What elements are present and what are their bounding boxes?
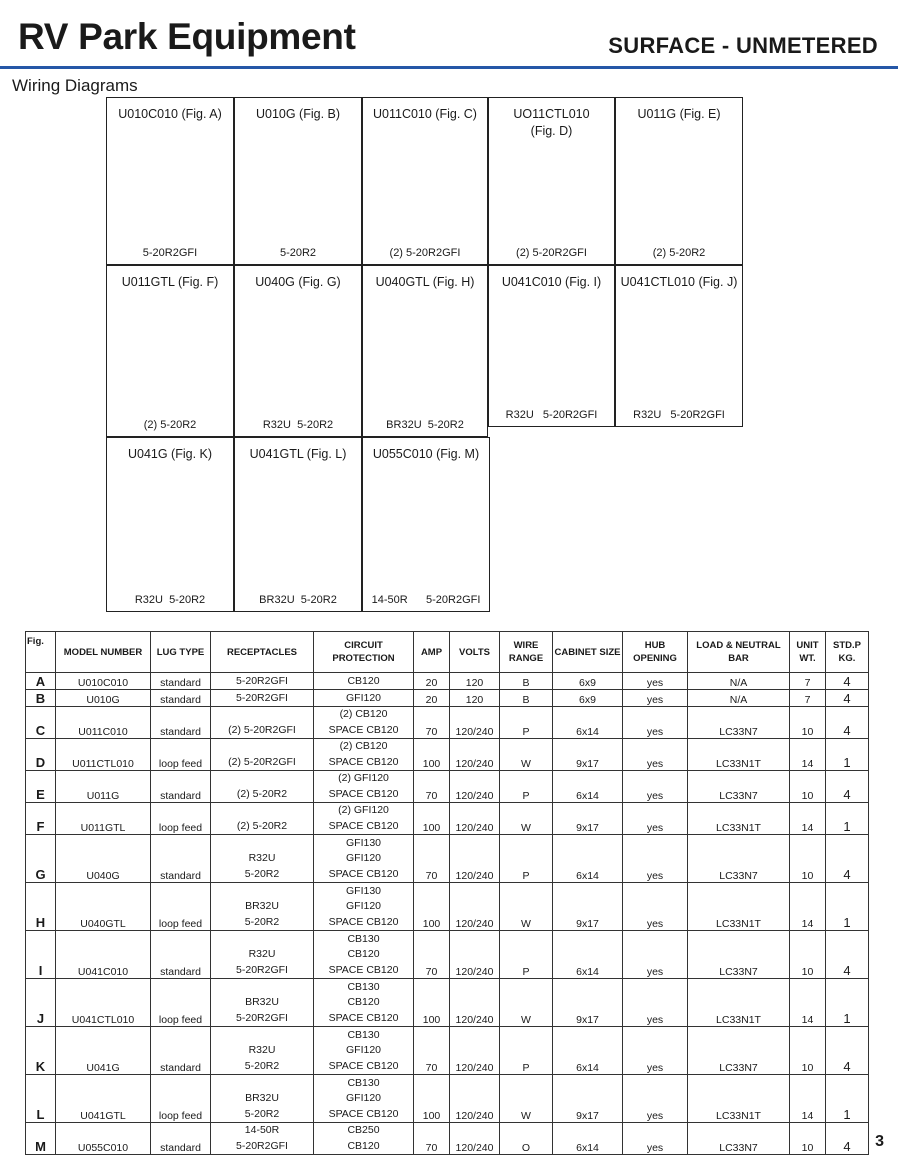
table-row xyxy=(26,690,869,707)
table-cell: 7 xyxy=(790,673,826,690)
table-cell: W xyxy=(500,979,553,1027)
table-cell: U041GTL xyxy=(56,1075,151,1123)
table-cell: F xyxy=(26,803,56,835)
table-cell: GFI120 xyxy=(314,690,414,707)
table-cell: LC33N1T xyxy=(688,979,790,1027)
table-cell: CB120 xyxy=(314,673,414,690)
table-cell: M xyxy=(26,1123,56,1155)
table-cell: 120 xyxy=(450,690,500,707)
table-cell: CB130 CB120 SPACE CB120 xyxy=(314,979,414,1027)
table-cell: 9x17 xyxy=(553,1075,623,1123)
table-cell: BR32U 5-20R2 xyxy=(211,883,314,931)
table-cell: 14 xyxy=(790,1075,826,1123)
diagram-caption: (2) 5-20R2 xyxy=(143,419,197,431)
table-cell: 120/240 xyxy=(450,803,500,835)
table-cell: (2) GFI120 SPACE CB120 xyxy=(314,771,414,803)
table-cell: N/A xyxy=(688,690,790,707)
table-cell: GFI130 GFI120 SPACE CB120 xyxy=(314,883,414,931)
table-cell: loop feed xyxy=(151,803,211,835)
table-cell: yes xyxy=(623,707,688,739)
table-cell: 9x17 xyxy=(553,979,623,1027)
diagram-title: UO11CTL010 (Fig. D) xyxy=(513,107,590,138)
table-cell: P xyxy=(500,835,553,883)
table-cell: standard xyxy=(151,673,211,690)
table-cell: U055C010 xyxy=(56,1123,151,1155)
table-cell: U011GTL xyxy=(56,803,151,835)
table-row xyxy=(26,771,869,803)
table-cell: W xyxy=(500,803,553,835)
table-cell: 14 xyxy=(790,979,826,1027)
column-header: LUG TYPE xyxy=(151,632,211,673)
diagram-cell-i xyxy=(488,265,615,427)
table-cell: 10 xyxy=(790,707,826,739)
diagram-title: U055C010 (Fig. M) xyxy=(372,447,480,461)
table-cell: 120/240 xyxy=(450,771,500,803)
diagram-cell-k xyxy=(106,437,234,612)
table-cell: CB250 CB120 xyxy=(314,1123,414,1155)
table-cell: 120/240 xyxy=(450,883,500,931)
table-cell: standard xyxy=(151,835,211,883)
table-cell: 6x9 xyxy=(553,673,623,690)
diagram-title: U041G (Fig. K) xyxy=(127,447,213,461)
table-cell: standard xyxy=(151,931,211,979)
table-cell: 70 xyxy=(414,707,450,739)
table-cell: E xyxy=(26,771,56,803)
table-cell: B xyxy=(500,673,553,690)
table-cell: 6x14 xyxy=(553,1123,623,1155)
table-cell: 20 xyxy=(414,690,450,707)
table-cell: P xyxy=(500,771,553,803)
column-header: AMP xyxy=(414,632,450,673)
table-cell: U041G xyxy=(56,1027,151,1075)
table-cell: R32U 5-20R2GFI xyxy=(211,931,314,979)
table-cell: 9x17 xyxy=(553,803,623,835)
table-cell: 14-50R 5-20R2GFI xyxy=(211,1123,314,1155)
table-cell: 120/240 xyxy=(450,739,500,771)
table-cell: CB130 GFI120 SPACE CB120 xyxy=(314,1075,414,1123)
table-row xyxy=(26,1123,869,1155)
table-cell: 70 xyxy=(414,771,450,803)
table-cell: 1 xyxy=(826,1075,869,1123)
column-header: Fig. xyxy=(26,632,56,673)
column-header: RECEPTACLES xyxy=(211,632,314,673)
table-row xyxy=(26,803,869,835)
diagram-caption: R32U 5-20R2 xyxy=(262,419,334,431)
table-cell: 120/240 xyxy=(450,931,500,979)
table-cell: 9x17 xyxy=(553,883,623,931)
table-row xyxy=(26,1075,869,1123)
table-cell: BR32U 5-20R2 xyxy=(211,1075,314,1123)
diagram-caption: 5-20R2GFI xyxy=(142,247,198,259)
table-cell: yes xyxy=(623,739,688,771)
table-row xyxy=(26,883,869,931)
table-cell: U011C010 xyxy=(56,707,151,739)
diagram-caption: R32U 5-20R2GFI xyxy=(505,409,598,421)
table-cell: 6x14 xyxy=(553,707,623,739)
table-cell: (2) CB120 SPACE CB120 xyxy=(314,739,414,771)
table-cell: yes xyxy=(623,835,688,883)
column-header: STD.P KG. xyxy=(826,632,869,673)
diagram-caption: BR32U 5-20R2 xyxy=(259,594,337,606)
diagram-title: U041CTL010 (Fig. J) xyxy=(620,275,738,289)
table-cell: LC33N1T xyxy=(688,739,790,771)
table-cell: yes xyxy=(623,883,688,931)
table-cell: R32U 5-20R2 xyxy=(211,835,314,883)
column-header: CABINET SIZE xyxy=(553,632,623,673)
table-cell: 4 xyxy=(826,771,869,803)
table-cell: 100 xyxy=(414,803,450,835)
table-cell: P xyxy=(500,931,553,979)
section-label: Wiring Diagrams xyxy=(12,76,138,95)
diagram-cell-b xyxy=(234,97,362,265)
table-cell: U040G xyxy=(56,835,151,883)
table-cell: U010G xyxy=(56,690,151,707)
column-header: LOAD & NEUTRAL BAR xyxy=(688,632,790,673)
diagram-title: U010C010 (Fig. A) xyxy=(118,107,222,121)
table-cell: standard xyxy=(151,1027,211,1075)
table-cell: 10 xyxy=(790,1027,826,1075)
diagram-title: U041C010 (Fig. I) xyxy=(501,275,602,289)
table-cell: 20 xyxy=(414,673,450,690)
table-cell: LC33N1T xyxy=(688,1075,790,1123)
table-cell: I xyxy=(26,931,56,979)
table-row xyxy=(26,707,869,739)
table-header-row xyxy=(26,632,869,673)
table-cell: yes xyxy=(623,673,688,690)
column-header: HUB OPENING xyxy=(623,632,688,673)
table-cell: 70 xyxy=(414,1027,450,1075)
table-cell: BR32U 5-20R2GFI xyxy=(211,979,314,1027)
table-cell: 6x9 xyxy=(553,690,623,707)
table-cell: LC33N1T xyxy=(688,803,790,835)
table-cell: yes xyxy=(623,931,688,979)
table-cell: loop feed xyxy=(151,739,211,771)
table-cell: L xyxy=(26,1075,56,1123)
table-cell: (2) 5-20R2 xyxy=(211,771,314,803)
column-header: MODEL NUMBER xyxy=(56,632,151,673)
table-cell: yes xyxy=(623,803,688,835)
diagram-cell-e xyxy=(615,97,743,265)
diagram-title: U040G (Fig. G) xyxy=(255,275,341,289)
table-cell: standard xyxy=(151,1123,211,1155)
diagram-caption: (2) 5-20R2 xyxy=(652,247,706,259)
table-cell: yes xyxy=(623,979,688,1027)
table-cell: B xyxy=(26,690,56,707)
table-cell: (2) CB120 SPACE CB120 xyxy=(314,707,414,739)
table-cell: loop feed xyxy=(151,1075,211,1123)
table-cell: 4 xyxy=(826,835,869,883)
diagram-cell-c xyxy=(362,97,488,265)
table-row xyxy=(26,979,869,1027)
diagram-caption: (2) 5-20R2GFI xyxy=(516,247,587,259)
table-cell: U011G xyxy=(56,771,151,803)
diagram-cell-m xyxy=(362,437,490,612)
table-cell: U011CTL010 xyxy=(56,739,151,771)
table-cell: 10 xyxy=(790,931,826,979)
table-cell: 6x14 xyxy=(553,1027,623,1075)
table-cell: CB130 GFI120 SPACE CB120 xyxy=(314,1027,414,1075)
diagram-caption: BR32U 5-20R2 xyxy=(386,419,464,431)
table-cell: LC33N7 xyxy=(688,1123,790,1155)
table-cell: loop feed xyxy=(151,883,211,931)
table-cell: 120/240 xyxy=(450,1123,500,1155)
page-title: RV Park Equipment xyxy=(18,16,356,57)
table-cell: J xyxy=(26,979,56,1027)
table-cell: 120/240 xyxy=(450,1027,500,1075)
diagram-title: U010G (Fig. B) xyxy=(255,107,341,121)
table-cell: yes xyxy=(623,1123,688,1155)
table-cell: 70 xyxy=(414,1123,450,1155)
table-cell: 100 xyxy=(414,739,450,771)
table-row xyxy=(26,835,869,883)
table-cell: U041C010 xyxy=(56,931,151,979)
table-cell: standard xyxy=(151,690,211,707)
table-cell: 10 xyxy=(790,1123,826,1155)
diagram-caption: 5-20R2 xyxy=(279,247,317,259)
table-cell: 120/240 xyxy=(450,979,500,1027)
diagram-title: U011C010 (Fig. C) xyxy=(373,107,477,121)
column-header: UNIT WT. xyxy=(790,632,826,673)
page-number: 3 xyxy=(875,1133,884,1150)
table-cell: 1 xyxy=(826,803,869,835)
diagram-cell-h xyxy=(362,265,488,437)
table-cell: U010C010 xyxy=(56,673,151,690)
table-cell: yes xyxy=(623,1075,688,1123)
table-cell: K xyxy=(26,1027,56,1075)
table-cell: LC33N7 xyxy=(688,707,790,739)
table-cell: 4 xyxy=(826,707,869,739)
table-row xyxy=(26,1027,869,1075)
table-cell: 4 xyxy=(826,673,869,690)
table-cell: 14 xyxy=(790,883,826,931)
table-cell: R32U 5-20R2 xyxy=(211,1027,314,1075)
table-cell: 120/240 xyxy=(450,1075,500,1123)
table-cell: (2) 5-20R2 xyxy=(211,803,314,835)
table-cell: 14 xyxy=(790,739,826,771)
table-cell: LC33N7 xyxy=(688,835,790,883)
diagram-caption: R32U 5-20R2 xyxy=(134,594,206,606)
diagram-title: U011GTL (Fig. F) xyxy=(121,275,219,289)
table-row xyxy=(26,739,869,771)
table-cell: U040GTL xyxy=(56,883,151,931)
table-cell: P xyxy=(500,1027,553,1075)
table-cell: D xyxy=(26,739,56,771)
table-cell: 120 xyxy=(450,673,500,690)
page-subtitle: SURFACE - UNMETERED xyxy=(608,33,878,58)
table-cell: 14 xyxy=(790,803,826,835)
table-cell: yes xyxy=(623,1027,688,1075)
column-header: CIRCUIT PROTECTION xyxy=(314,632,414,673)
table-cell: 120/240 xyxy=(450,707,500,739)
table-cell: 6x14 xyxy=(553,835,623,883)
table-cell: CB130 CB120 SPACE CB120 xyxy=(314,931,414,979)
table-cell: standard xyxy=(151,707,211,739)
table-cell: O xyxy=(500,1123,553,1155)
table-cell: A xyxy=(26,673,56,690)
table-cell: 100 xyxy=(414,979,450,1027)
table-cell: U041CTL010 xyxy=(56,979,151,1027)
table-cell: 4 xyxy=(826,931,869,979)
table-cell: 70 xyxy=(414,931,450,979)
table-cell: standard xyxy=(151,771,211,803)
table-cell: LC33N7 xyxy=(688,771,790,803)
diagram-cell-g xyxy=(234,265,362,437)
table-cell: 6x14 xyxy=(553,931,623,979)
table-row xyxy=(26,931,869,979)
table-cell: 120/240 xyxy=(450,835,500,883)
table-cell: 70 xyxy=(414,835,450,883)
table-cell: loop feed xyxy=(151,979,211,1027)
table-cell: 9x17 xyxy=(553,739,623,771)
specs-table xyxy=(25,631,869,1155)
table-cell: (2) 5-20R2GFI xyxy=(211,707,314,739)
table-cell: 6x14 xyxy=(553,771,623,803)
diagram-cell-d xyxy=(488,97,615,265)
table-cell: (2) GFI120 SPACE CB120 xyxy=(314,803,414,835)
table-cell: GFI130 GFI120 SPACE CB120 xyxy=(314,835,414,883)
table-cell: C xyxy=(26,707,56,739)
table-cell: LC33N7 xyxy=(688,1027,790,1075)
diagram-cell-j xyxy=(615,265,743,427)
table-row xyxy=(26,673,869,690)
column-header: VOLTS xyxy=(450,632,500,673)
table-cell: W xyxy=(500,739,553,771)
diagram-caption: 14-50R 5-20R2GFI xyxy=(371,594,481,606)
table-cell: 4 xyxy=(826,690,869,707)
table-cell: LC33N1T xyxy=(688,883,790,931)
diagram-caption: R32U 5-20R2GFI xyxy=(633,409,725,421)
table-cell: 100 xyxy=(414,883,450,931)
table-cell: 100 xyxy=(414,1075,450,1123)
table-cell: 1 xyxy=(826,979,869,1027)
table-cell: W xyxy=(500,883,553,931)
table-cell: P xyxy=(500,707,553,739)
diagram-title: U041GTL (Fig. L) xyxy=(249,447,347,461)
table-cell: W xyxy=(500,1075,553,1123)
column-header: WIRE RANGE xyxy=(500,632,553,673)
table-cell: 10 xyxy=(790,835,826,883)
diagram-title: U011G (Fig. E) xyxy=(637,107,721,121)
diagram-caption: (2) 5-20R2GFI xyxy=(389,247,461,259)
table-cell: 10 xyxy=(790,771,826,803)
table-cell: B xyxy=(500,690,553,707)
table-cell: 1 xyxy=(826,883,869,931)
table-cell: 5-20R2GFI xyxy=(211,673,314,690)
table-cell: LC33N7 xyxy=(688,931,790,979)
table-cell: N/A xyxy=(688,673,790,690)
diagram-title: U040GTL (Fig. H) xyxy=(375,275,475,289)
diagram-cell-l xyxy=(234,437,362,612)
table-cell: 7 xyxy=(790,690,826,707)
table-cell: 4 xyxy=(826,1123,869,1155)
table-cell: yes xyxy=(623,771,688,803)
table-cell: G xyxy=(26,835,56,883)
table-cell: 4 xyxy=(826,1027,869,1075)
table-cell: H xyxy=(26,883,56,931)
table-cell: (2) 5-20R2GFI xyxy=(211,739,314,771)
table-cell: yes xyxy=(623,690,688,707)
diagram-cell-f xyxy=(106,265,234,437)
table-cell: 1 xyxy=(826,739,869,771)
diagram-cell-a xyxy=(106,97,234,265)
table-cell: 5-20R2GFI xyxy=(211,690,314,707)
